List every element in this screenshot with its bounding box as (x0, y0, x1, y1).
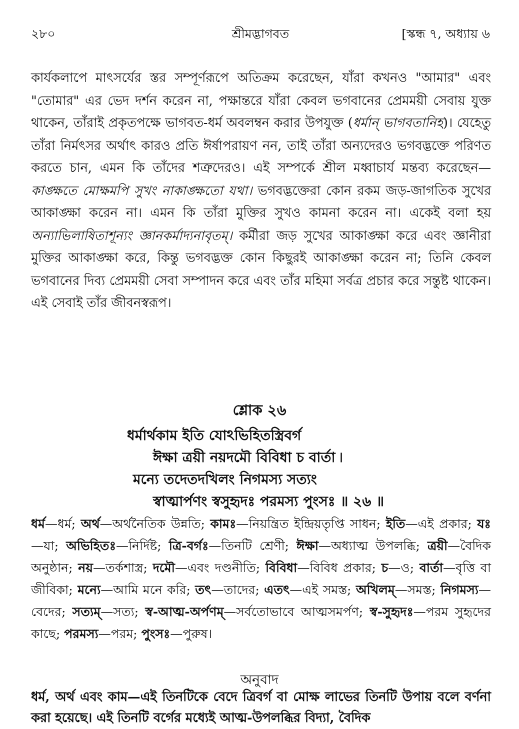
synonym-word: ঈক্ষা (296, 538, 319, 553)
synonym-word: চ (381, 560, 389, 575)
synonym-meaning: —এবং দণ্ডনীতি; (174, 560, 266, 575)
synonym-word: অভিহিতঃ (66, 538, 116, 553)
running-header (31, 26, 490, 46)
synonym-word: স্ব-আত্ম-অর্পণম্ (145, 604, 224, 619)
synonym-meaning: —নির্দিষ্ট; (115, 538, 169, 553)
book-title: শ্রীমদ্ভাগবত (231, 26, 290, 41)
chapter-reference: [স্কন্ধ ৭, অধ্যায় ৬ (401, 26, 490, 41)
synonym-word: স্ব-সুহৃদঃ (369, 604, 414, 619)
purport-text (31, 68, 491, 316)
synonym-word: ধর্ম (31, 516, 45, 531)
synonym-meaning: —আমি মনে করি; (100, 582, 196, 597)
synonym-word: কামঃ (210, 516, 237, 531)
purport-quote-1: ধর্মান্ ভাগবতানিহ (352, 116, 443, 131)
verse-line-2: ঈক্ষা ত্রয়ী নয়দমৌ বিবিধা চ বার্তা ৷ (153, 450, 343, 466)
verse-line-4: স্বাত্মার্পণং স্বসুহৃদঃ পরমস্য পুংসঃ ॥ ২৬ ॥ (153, 494, 384, 510)
verse-line-1: ধর্মার্থকাম ইতি যোঽভিহিতস্ত্রিবর্গ (127, 428, 302, 444)
synonym-meaning: —অর্থনৈতিক উন্নতি; (99, 516, 211, 531)
purport-quote-3: অন্যাভিলাষিতাশূন্যং জ্ঞানকর্মাদ্যনাবৃতম্। (31, 228, 233, 244)
synonyms-paragraph (31, 513, 491, 645)
page-number: ২৮০ (31, 26, 56, 41)
synonym-word: তৎ (195, 582, 212, 597)
translation-section (31, 687, 491, 729)
synonym-meaning: —বেদের; (31, 582, 491, 619)
synonym-meaning: —তিনটি শ্রেণী; (208, 538, 297, 553)
synonym-meaning: —পুরুষ। (170, 626, 213, 641)
verse-heading: শ্লোক ২৬ (232, 402, 287, 419)
synonym-meaning: —তাদের; (211, 582, 265, 597)
synonym-word: বার্তা (419, 560, 444, 575)
synonym-meaning: —যা; (31, 538, 67, 553)
synonym-meaning: —ও; (388, 560, 420, 575)
synonym-meaning: —এই প্রকার; (405, 516, 478, 531)
synonym-meaning: —বৈদিক অনুষ্ঠান; (31, 538, 491, 575)
synonym-word: সত্যম্ (72, 604, 101, 619)
synonym-word: ইতি (385, 516, 406, 531)
synonym-word: মন্যে (77, 582, 101, 597)
synonym-word: নিগমস্য (440, 582, 479, 597)
purport-paragraph (31, 68, 491, 316)
synonym-meaning: —সমস্ত; (394, 582, 441, 597)
synonym-word: এতৎ (264, 582, 290, 597)
translation-heading: অনুবাদ (240, 672, 279, 688)
verse-line-3: মন্যে তদেতদখিলং নিগমস্য সত্যং (133, 472, 317, 488)
verse-text (31, 425, 491, 513)
synonym-meaning: —সত্য; (100, 604, 146, 619)
purport-segment-4: কর্মীরা জড় সুখের আকাঙ্ক্ষা করে এবং জ্ঞানীরা মুক্তির আকাঙ্ক্ষা করে, কিন্তু ভগবদ্ভক্ত কোন কিছুরই আকাঙ্ক্ষা করেন না; তিনি কেবল ভগবানের দিব্য প্রেমময়ী সেবা সম্পাদন করে এবং তাঁর মহিমা সর্বত্র প্রচার করে সন্তুষ্ট থাকেন। এই সেবাই তাঁর জীবনস্বরূপ। (31, 228, 491, 311)
synonym-meaning: —অধ্যাত্ম উপলব্ধি; (318, 538, 428, 553)
synonym-word: পুংসঃ (141, 626, 171, 641)
purport-quote-2: কাঙ্ক্ষতে মোক্ষমপি সুখং নাকাঙ্ক্ষতো যথা। (31, 183, 253, 199)
synonym-meaning: —ধর্ম; (44, 516, 81, 531)
synonym-word: ত্রি-বর্গঃ (168, 538, 209, 553)
synonym-word: অখিলম্ (355, 582, 395, 597)
synonym-meaning: —বৃত্তি বা জীবিকা; (31, 560, 492, 597)
synonym-word: ত্রয়ী (427, 538, 448, 553)
synonym-word: দমৌ (152, 560, 175, 575)
purport-segment-1: কার্যকলাপে মাৎসর্যের স্তর সম্পূর্ণরূপে অতিক্রম করেছেন, যাঁরা কখনও "আমার" এবং "তোমার" এর ভেদ দর্শন করেন না, পক্ষান্তরে যাঁরা কেবল ভগবানের প্রেমময়ী সেবায় যুক্ত থাকেন, তাঁরাই প্রকৃতপক্ষে ভাগবত-ধর্ম অবলম্বন করার উপযুক্ত ( (31, 71, 491, 131)
synonym-meaning: —নিয়ন্ত্রিত ইন্দ্রিয়তৃপ্তি সাধন; (236, 516, 386, 531)
purport-segment-3: ভগবদ্ভক্তেরা কোন রকম জড়-জাগতিক সুখের আকাঙ্ক্ষা করেন না। এমন কি তাঁরা মুক্তির সুখও কামনা করেন না। একেই বলা হয় (31, 183, 491, 221)
synonym-word: বিবিধা (265, 560, 298, 575)
synonym-word: নয় (78, 560, 93, 575)
synonym-meaning: —এই সমস্ত; (289, 582, 356, 597)
synonym-meaning: —তর্কশাস্ত্র; (92, 560, 153, 575)
synonym-word: যঃ (477, 516, 491, 531)
synonyms-section (31, 513, 491, 645)
synonym-meaning: —সর্বতোভাবে আত্মসমর্পণ; (223, 604, 370, 619)
translation-text: ধর্ম, অর্থ এবং কাম—এই তিনটিকে বেদে ত্রিবর্গ বা মোক্ষ লাভের তিনটি উপায় বলে বর্ণনা করা হয়েছে। এই তিনটি বর্গের মধ্যেই আত্ম-উপলব্ধির বিদ্যা, বৈদিক (31, 690, 491, 726)
synonym-word: অর্থ (80, 516, 100, 531)
purport-segment-2: )। যেহেতু তাঁরা নির্মৎসর অর্থাৎ কারও প্রতি ঈর্ষাপরায়ণ নন, তাই তাঁরা অন্যদেরও ভগবদ্ভক্তে পরিণত করতে চান, এমন কি তাঁদের শত্রুদেরও। এই সম্পর্কে শ্রীল মধ্বাচার্য মন্তব্য করেছেন— (31, 116, 491, 176)
synonym-meaning: —পরম সুহৃদের কাছে; (31, 604, 491, 641)
synonym-meaning: —পরম; (98, 626, 142, 641)
synonym-word: পরমস্য (64, 626, 99, 641)
synonym-meaning: —বিবিধ প্রকার; (297, 560, 382, 575)
